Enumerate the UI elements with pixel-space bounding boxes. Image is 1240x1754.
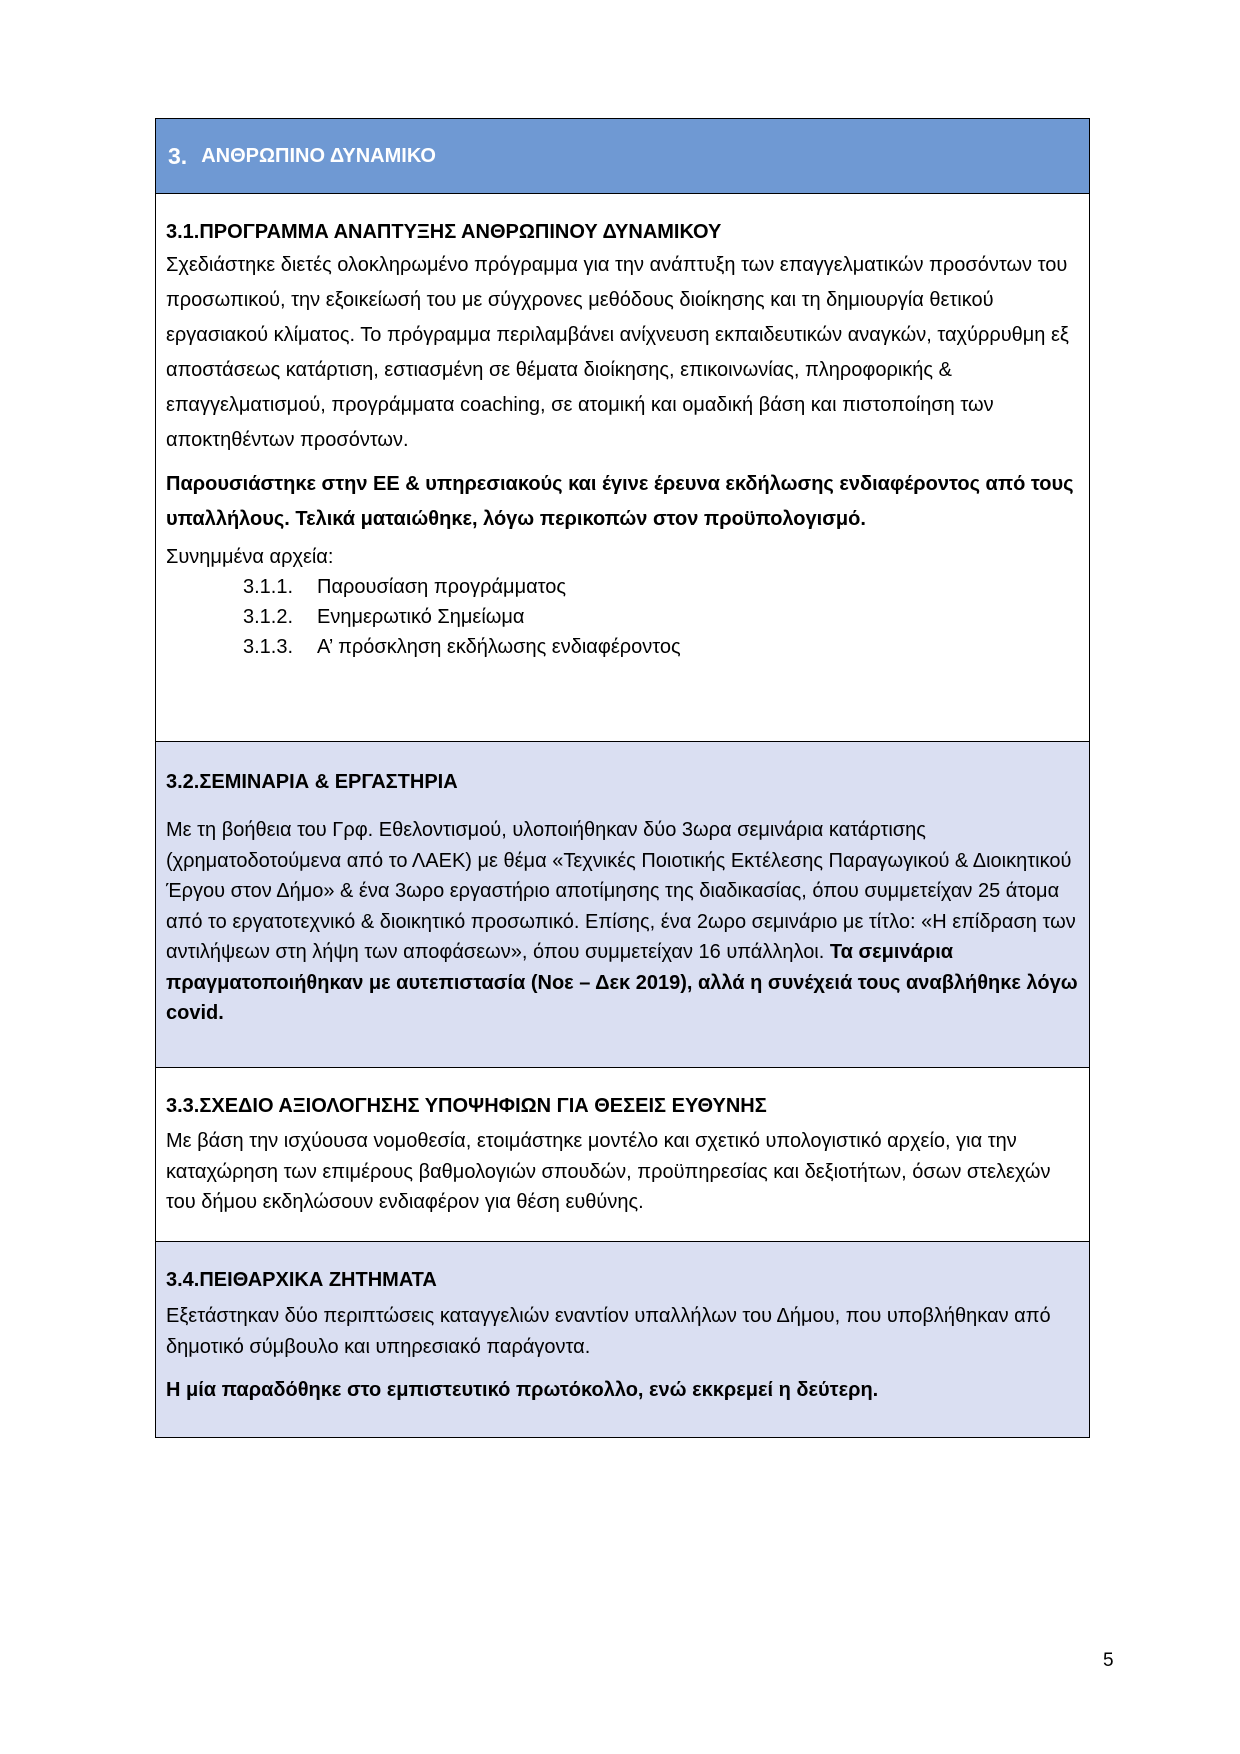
page-number: 5	[1103, 1650, 1114, 1671]
subsection-3-1	[156, 193, 1089, 741]
attachment-number: 3.1.1.	[243, 576, 294, 598]
subsection-title: 3.1.ΠΡΟΓΡΑΜΜΑ ΑΝΑΠΤΥΞΗΣ ΑΝΘΡΩΠΙΝΟΥ ΔΥΝΑΜΙΚΟΥ	[166, 221, 722, 243]
attachment-item	[243, 632, 1079, 662]
attachment-title: Α’ πρόσκληση εκδήλωσης ενδιαφέροντος	[317, 636, 681, 658]
section-number: 3.	[168, 142, 188, 169]
attachment-title: Ενημερωτικό Σημείωμα	[317, 606, 525, 628]
section-heading: ΑΝΘΡΩΠΙΝΟ ΔΥΝΑΜΙΚΟ	[201, 144, 436, 167]
subsection-3-4	[156, 1241, 1089, 1437]
attachment-item	[243, 572, 1079, 602]
subsection-3-3	[156, 1067, 1089, 1241]
report-table	[155, 118, 1090, 1438]
subsection-title: 3.3.ΣΧΕΔΙΟ ΑΞΙΟΛΟΓΗΣΗΣ ΥΠΟΨΗΦΙΩΝ ΓΙΑ ΘΕΣΕΙΣ ΕΥΘΥΝΗΣ	[166, 1095, 767, 1117]
subsection-title: 3.4.ΠΕΙΘΑΡΧΙΚΑ ΖΗΤΗΜΑΤΑ	[166, 1269, 437, 1291]
subsection-3-2	[156, 741, 1089, 1067]
attachments-list	[166, 572, 1079, 662]
subsection-body: Με βάση την ισχύουσα νομοθεσία, ετοιμάστηκε μοντέλο και σχετικό υπολογιστικό αρχείο, για την καταχώρηση των επιμέρους βαθμολογιών σπουδών, προϋπηρεσίας και δεξιοτήτων, όσων στελεχών του δήμου εκδηλώσουν ενδιαφέρον για θέση ευθύνης.	[166, 1130, 1051, 1213]
subsection-note: Η μία παραδόθηκε στο εμπιστευτικό πρωτόκολλο, ενώ εκκρεμεί η δεύτερη.	[166, 1379, 879, 1401]
section-header	[156, 119, 1089, 193]
attachment-number: 3.1.2.	[243, 606, 294, 628]
attachments-label: Συνημμένα αρχεία:	[166, 546, 334, 568]
subsection-body	[166, 815, 1079, 1029]
subsection-body: Σχεδιάστηκε διετές ολοκληρωμένο πρόγραμμα για την ανάπτυξη των επαγγελματικών προσόντων του προσωπικού, την εξοικείωσή του με σύγχρονες μεθόδους διοίκησης και τη δημιουργία θετικού εργασιακού κλίματος. Το πρόγραμμα περιλαμβάνει ανίχνευση εκπαιδευτικών αναγκών, ταχύρρυθμη εξ αποστάσεως κατάρτιση, εστιασμένη σε θέματα διοίκησης, επικοινωνίας, πληροφορικής & επαγγελματισμού, προγράμματα coaching, σε ατομική και ομαδική βάση και πιστοποίηση των αποκτηθέντων προσόντων.	[166, 254, 1069, 451]
body-text: Με τη βοήθεια του Γρφ. Εθελοντισμού, υλοποιήθηκαν δύο 3ωρα σεμινάρια κατάρτισης (χρηματοδοτούμενα από το ΛΑΕΚ) με θέμα «Τεχνικές Ποιοτικής Εκτέλεσης Παραγωγικού & Διοικητικού Έργου στον Δήμο» & ένα 3ωρο εργαστήριο αποτίμησης της διαδικασίας, όπου συμμετείχαν 25 άτομα από το εργατοτεχνικό & διοικητικό προσωπικό. Επίσης, ένα 2ωρο σεμινάριο με τίτλο: «Η επίδραση των αντιλήψεων στη λήψη των αποφάσεων», όπου συμμετείχαν 16 υπάλληλοι.	[166, 819, 1076, 963]
body-bold-text: Τα σεμινάρια πραγματοποιήθηκαν με αυτεπιστασία (Νοε – Δεκ 2019), αλλά η συνέχειά τους αναβλήθηκε λόγω covid.	[166, 941, 1078, 1024]
attachment-item	[243, 602, 1079, 632]
attachment-title: Παρουσίαση προγράμματος	[317, 576, 567, 598]
subsection-title: 3.2.ΣΕΜΙΝΑΡΙΑ & ΕΡΓΑΣΤΗΡΙΑ	[166, 771, 458, 793]
attachment-number: 3.1.3.	[243, 636, 294, 658]
subsection-body: Εξετάστηκαν δύο περιπτώσεις καταγγελιών εναντίον υπαλλήλων του Δήμου, που υποβλήθηκαν από δημοτικό σύμβουλο και υπηρεσιακό παράγοντα.	[166, 1305, 1051, 1358]
subsection-note: Παρουσιάστηκε στην ΕΕ & υπηρεσιακούς και έγινε έρευνα εκδήλωσης ενδιαφέροντος από τους υπαλλήλους. Τελικά ματαιώθηκε, λόγω περικοπών στον προϋπολογισμό.	[166, 473, 1074, 530]
